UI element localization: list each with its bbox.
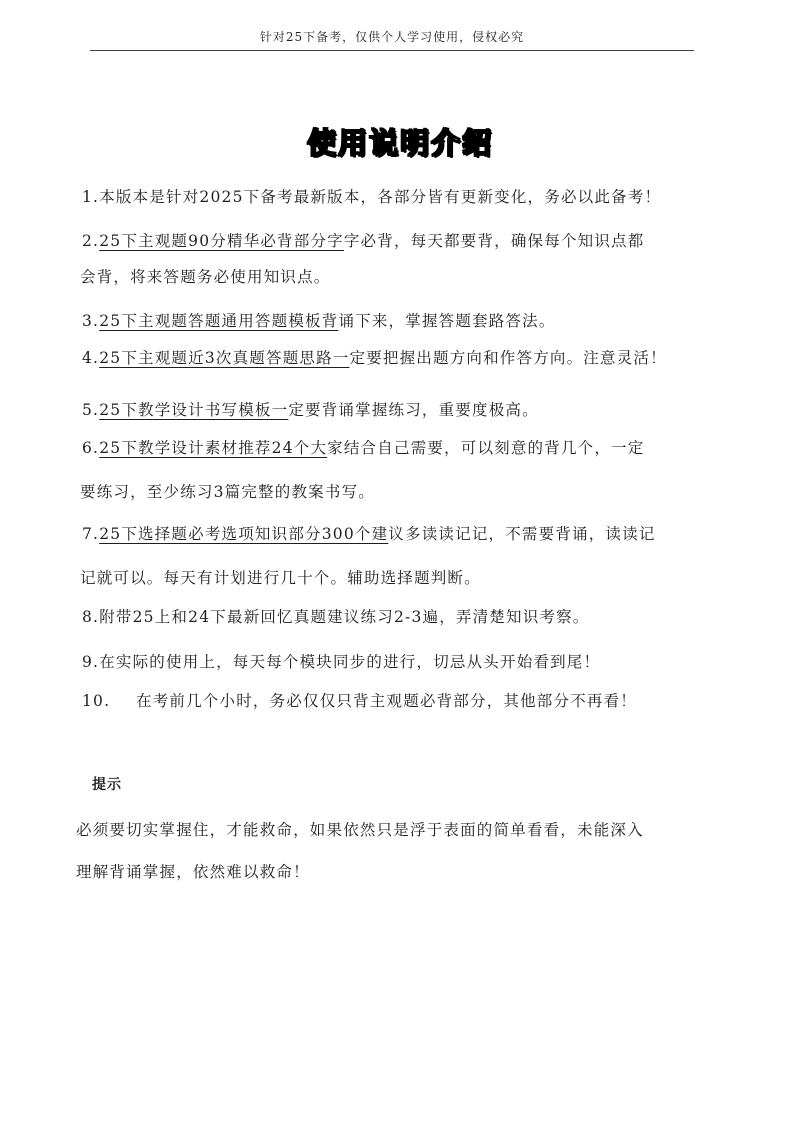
underlined-text: 25下教学设计素材推荐24个大 (99, 439, 328, 457)
list-item (82, 649, 722, 675)
list-item-number: 5. (82, 401, 100, 419)
tip-heading: 提示 (92, 777, 122, 793)
list-item (82, 184, 722, 210)
list-item-text: 本版本是针对2025下备考最新版本，各部分皆有更新变化，务必以此备考！ (99, 188, 662, 206)
underlined-text: 25下主观题答题通用答题模板背 (99, 312, 339, 330)
list-item-number: 4. (82, 349, 100, 367)
tip-line: 理解背诵掌握，依然难以救命！ (76, 863, 310, 881)
list-item-text: 定要背诵掌握练习，重要度极高。 (288, 401, 539, 419)
list-item-text: 家结合自己需要，可以刻意的背几个，一定 (327, 439, 645, 457)
list-item-number: 10. (82, 692, 111, 710)
list-item-text: 在考前几个小时，务必仅仅只背主观题必背部分，其他部分不再看！ (136, 692, 638, 710)
list-item-number: 2. (82, 232, 100, 250)
list-item-text: 定要把握出题方向和作答方向。注意灵活！ (349, 349, 667, 367)
list-item-text: 要练习，至少练习3篇完整的教案书写。 (80, 483, 375, 501)
list-item-continuation (80, 264, 720, 290)
list-item-text: 字必背，每天都要背，确保每个知识点都 (343, 232, 645, 250)
list-item (82, 397, 722, 423)
list-item (82, 435, 722, 461)
list-item-continuation (80, 479, 720, 505)
list-item (82, 308, 722, 334)
list-item (82, 521, 722, 547)
list-item-number: 9. (82, 653, 100, 671)
list-item-text: 在实际的使用上，每天每个模块同步的进行，切忌从头开始看到尾！ (99, 653, 601, 671)
list-item-continuation (80, 565, 720, 591)
tip-line: 必须要切实掌握住，才能救命，如果依然只是浮于表面的简单看看，未能深入 (76, 821, 644, 839)
list-item-number: 3. (82, 312, 100, 330)
underlined-text: 25下选择题必考选项知识部分300个建 (99, 525, 389, 543)
list-item-text: 诵下来，掌握答题套路答法。 (338, 312, 556, 330)
list-item-number: 8. (82, 608, 100, 626)
underlined-text: 25下教学设计书写模板一 (99, 401, 289, 419)
underlined-text: 25下主观题近3次真题答题思路一 (99, 349, 350, 367)
list-item-text: 附带25上和24下最新回忆真题建议练习2-3遍，弄清楚知识考察。 (99, 608, 590, 626)
header-text: 针对25下备考，仅供个人学习使用，侵权必究 (259, 30, 525, 44)
list-item (82, 228, 722, 254)
list-item (82, 688, 722, 714)
list-item-text: 议多读读记记，不需要背诵，读读记 (388, 525, 656, 543)
list-item-text: 记就可以。每天有计划进行几十个。辅助选择题判断。 (80, 569, 481, 587)
list-item (82, 345, 722, 371)
page-title: 使用说明介绍 (306, 126, 493, 160)
list-item-number: 1. (82, 188, 100, 206)
list-item (82, 604, 722, 630)
page-header (90, 30, 694, 51)
list-item-text: 会背，将来答题务必使用知识点。 (80, 268, 331, 286)
list-item-number: 6. (82, 439, 100, 457)
underlined-text: 25下主观题90分精华必背部分字 (99, 232, 344, 250)
list-item-number: 7. (82, 525, 100, 543)
